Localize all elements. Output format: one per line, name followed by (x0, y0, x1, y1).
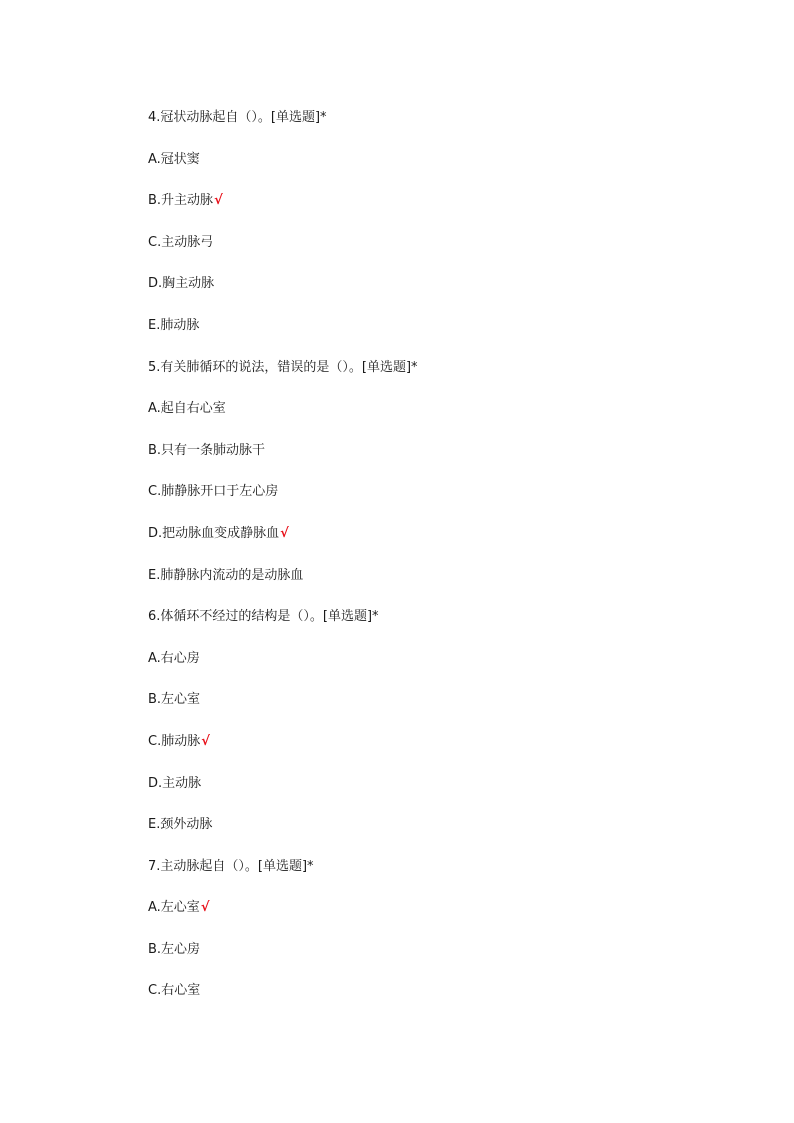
option-text: C.肺动脉 (148, 733, 201, 749)
correct-check-mark: √ (280, 525, 289, 541)
answer-option (148, 649, 708, 691)
question-stem: 6.体循环不经过的结构是（）。[单选题]* (148, 609, 379, 625)
option-text: A.起自右心室 (148, 401, 226, 417)
option-text: C.主动脉弓 (148, 234, 214, 250)
option-text: E.肺静脉内流动的是动脉血 (148, 567, 304, 583)
answer-option (148, 981, 708, 1023)
option-text: B.左心房 (148, 941, 201, 957)
answer-option (148, 233, 708, 275)
correct-check-mark: √ (214, 193, 223, 209)
option-text: D.把动脉血变成静脉血 (148, 525, 280, 541)
answer-option (148, 191, 708, 233)
option-text: E.肺动脉 (148, 317, 200, 333)
option-text: B.升主动脉 (148, 193, 214, 209)
option-text: A.右心房 (148, 650, 200, 666)
question-stem: 7.主动脉起自（）。[单选题]* (148, 858, 314, 874)
answer-option (148, 524, 708, 566)
answer-option (148, 898, 708, 940)
answer-option (148, 815, 708, 857)
answer-option (148, 566, 708, 608)
option-text: A.冠状窦 (148, 151, 200, 167)
option-text: C.肺静脉开口于左心房 (148, 484, 279, 500)
quiz-document (148, 108, 708, 1023)
option-text: D.胸主动脉 (148, 276, 215, 292)
answer-option (148, 690, 708, 732)
question-stem: 4.冠状动脉起自（）。[单选题]* (148, 110, 327, 125)
option-text: C.右心室 (148, 983, 201, 999)
correct-check-mark: √ (201, 733, 210, 749)
answer-option (148, 399, 708, 441)
answer-option (148, 441, 708, 483)
question-stem: 5.有关肺循环的说法，错误的是（）。[单选题]* (148, 359, 418, 375)
option-text: D.主动脉 (148, 775, 202, 791)
answer-option (148, 150, 708, 192)
answer-option (148, 316, 708, 358)
option-text: A.左心室 (148, 900, 200, 916)
answer-option (148, 732, 708, 774)
answer-option (148, 940, 708, 982)
answer-option (148, 482, 708, 524)
answer-option (148, 774, 708, 816)
correct-check-mark: √ (200, 900, 210, 916)
option-text: B.左心室 (148, 692, 201, 708)
answer-option (148, 274, 708, 316)
option-text: E.颈外动脉 (148, 817, 213, 833)
option-text: B.只有一条肺动脉干 (148, 442, 266, 458)
